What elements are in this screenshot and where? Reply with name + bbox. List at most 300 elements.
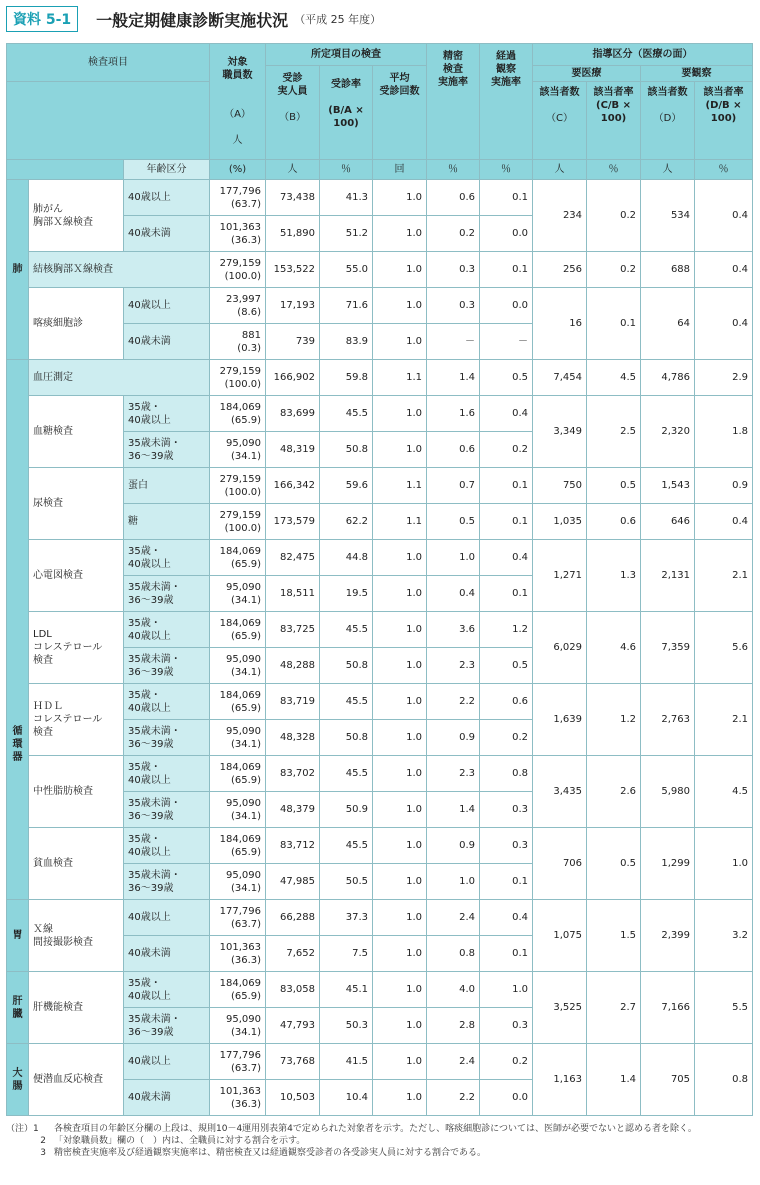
age-label: 35歳未満・ 36～39歳 bbox=[124, 792, 210, 828]
cell-dr: 3.2 bbox=[695, 900, 753, 972]
cell-keika: 0.6 bbox=[480, 684, 533, 720]
cell-keika: 0.2 bbox=[480, 432, 533, 468]
unit-b: 人 bbox=[266, 160, 320, 180]
cell-a: 184,069 (65.9) bbox=[210, 540, 266, 576]
item-kan: 肝機能検査 bbox=[29, 972, 124, 1044]
cell-seimitsu: 0.9 bbox=[427, 720, 480, 756]
cell-c: 1,639 bbox=[533, 684, 587, 756]
category-kanzo: 肝 臓 bbox=[7, 972, 29, 1044]
cell-d: 7,359 bbox=[641, 612, 695, 684]
cell-seimitsu: 1.0 bbox=[427, 540, 480, 576]
cell-c: 1,271 bbox=[533, 540, 587, 612]
table-row bbox=[7, 396, 753, 432]
cell-seimitsu: 2.4 bbox=[427, 1044, 480, 1080]
cell-b: 7,652 bbox=[266, 936, 320, 972]
cell-dr: 5.6 bbox=[695, 612, 753, 684]
cell-seimitsu: 0.8 bbox=[427, 936, 480, 972]
cell-seimitsu: 0.5 bbox=[427, 504, 480, 540]
cell-a: 177,796 (63.7) bbox=[210, 180, 266, 216]
age-label: 40歳未満 bbox=[124, 936, 210, 972]
footnote-mark: 2 bbox=[40, 1136, 46, 1146]
cell-heikin: 1.0 bbox=[373, 216, 427, 252]
health-check-table bbox=[6, 43, 753, 1116]
header-d: 該当者数 （D） bbox=[641, 82, 695, 160]
header-c: 該当者数 （C） bbox=[533, 82, 587, 160]
cell-ritsu: 50.9 bbox=[320, 792, 373, 828]
cell-b: 47,793 bbox=[266, 1008, 320, 1044]
cell-seimitsu: 0.2 bbox=[427, 216, 480, 252]
cell-heikin: 1.0 bbox=[373, 684, 427, 720]
cell-seimitsu: 2.4 bbox=[427, 900, 480, 936]
cell-b: 83,702 bbox=[266, 756, 320, 792]
cell-d: 2,399 bbox=[641, 900, 695, 972]
cell-c: 1,075 bbox=[533, 900, 587, 972]
cell-a: 184,069 (65.9) bbox=[210, 396, 266, 432]
item-kakutan: 喀痰細胞診 bbox=[29, 288, 124, 360]
unit-heikin: 回 bbox=[373, 160, 427, 180]
cell-keika: 0.0 bbox=[480, 1080, 533, 1116]
header-ritsu: 受診率 (B/A × 100) bbox=[320, 66, 373, 160]
cell-keika: 0.1 bbox=[480, 504, 533, 540]
cell-a: 95,090 (34.1) bbox=[210, 864, 266, 900]
table-row bbox=[7, 1044, 753, 1080]
header-jushin: 受診 実人員 （B） bbox=[266, 66, 320, 160]
cell-ritsu: 19.5 bbox=[320, 576, 373, 612]
item-kekkaku: 結核胸部Ｘ線検査 bbox=[29, 252, 210, 288]
age-label: 35歳・ 40歳以上 bbox=[124, 612, 210, 648]
cell-heikin: 1.1 bbox=[373, 468, 427, 504]
cell-cr: 4.6 bbox=[587, 612, 641, 684]
cell-seimitsu: 0.3 bbox=[427, 288, 480, 324]
cell-d: 7,166 bbox=[641, 972, 695, 1044]
cell-seimitsu: 1.0 bbox=[427, 864, 480, 900]
age-label: 35歳・ 40歳以上 bbox=[124, 972, 210, 1008]
age-label: 40歳以上 bbox=[124, 900, 210, 936]
cell-seimitsu: － bbox=[427, 324, 480, 360]
cell-dr: 0.4 bbox=[695, 504, 753, 540]
cell-ritsu: 50.3 bbox=[320, 1008, 373, 1044]
age-label: 35歳未満・ 36～39歳 bbox=[124, 1008, 210, 1044]
cell-a: 95,090 (34.1) bbox=[210, 792, 266, 828]
cell-keika: 0.8 bbox=[480, 756, 533, 792]
cell-cr: 0.1 bbox=[587, 288, 641, 360]
cell-b: 83,699 bbox=[266, 396, 320, 432]
table-row bbox=[7, 252, 753, 288]
cell-cr: 2.7 bbox=[587, 972, 641, 1044]
cell-dr: 0.8 bbox=[695, 1044, 753, 1116]
cell-seimitsu: 0.9 bbox=[427, 828, 480, 864]
cell-heikin: 1.0 bbox=[373, 1080, 427, 1116]
header-kensa-spacer bbox=[7, 82, 210, 160]
cell-b: 48,319 bbox=[266, 432, 320, 468]
header-blank bbox=[7, 160, 124, 180]
unit-ritsu: ％ bbox=[320, 160, 373, 180]
header-yokansatsu: 要観察 bbox=[641, 66, 753, 82]
cell-a: 184,069 (65.9) bbox=[210, 612, 266, 648]
cell-keika: 0.1 bbox=[480, 864, 533, 900]
cell-seimitsu: 2.2 bbox=[427, 684, 480, 720]
cell-keika: 0.4 bbox=[480, 900, 533, 936]
cell-a: 101,363 (36.3) bbox=[210, 1080, 266, 1116]
cell-c: 16 bbox=[533, 288, 587, 360]
cell-heikin: 1.0 bbox=[373, 936, 427, 972]
material-badge: 資料 5-1 bbox=[6, 6, 78, 32]
age-label: 35歳未満・ 36～39歳 bbox=[124, 648, 210, 684]
cell-ritsu: 55.0 bbox=[320, 252, 373, 288]
item-ben: 便潜血反応検査 bbox=[29, 1044, 124, 1116]
cell-ritsu: 7.5 bbox=[320, 936, 373, 972]
cell-c: 256 bbox=[533, 252, 587, 288]
item-nyo: 尿検査 bbox=[29, 468, 124, 540]
unit-c: 人 bbox=[533, 160, 587, 180]
cell-cr: 1.5 bbox=[587, 900, 641, 972]
item-chusei: 中性脂肪検査 bbox=[29, 756, 124, 828]
cell-keika: 1.0 bbox=[480, 972, 533, 1008]
cell-ritsu: 45.5 bbox=[320, 684, 373, 720]
item-ix: Ｘ線 間接撮影検査 bbox=[29, 900, 124, 972]
cell-d: 1,543 bbox=[641, 468, 695, 504]
cell-b: 48,379 bbox=[266, 792, 320, 828]
footnotes bbox=[6, 1123, 752, 1159]
cell-cr: 1.3 bbox=[587, 540, 641, 612]
cell-c: 1,163 bbox=[533, 1044, 587, 1116]
cell-seimitsu: 1.4 bbox=[427, 360, 480, 396]
cell-dr: 0.9 bbox=[695, 468, 753, 504]
cell-cr: 1.4 bbox=[587, 1044, 641, 1116]
cell-b: 83,712 bbox=[266, 828, 320, 864]
cell-ritsu: 41.5 bbox=[320, 1044, 373, 1080]
fiscal-year: （平成 25 年度） bbox=[294, 13, 382, 26]
cell-keika: 0.1 bbox=[480, 252, 533, 288]
age-label: 40歳未満 bbox=[124, 216, 210, 252]
cell-cr: 4.5 bbox=[587, 360, 641, 396]
cell-c: 6,029 bbox=[533, 612, 587, 684]
cell-cr: 1.2 bbox=[587, 684, 641, 756]
cell-dr: 4.5 bbox=[695, 756, 753, 828]
cell-heikin: 1.0 bbox=[373, 288, 427, 324]
cell-b: 51,890 bbox=[266, 216, 320, 252]
cell-heikin: 1.0 bbox=[373, 756, 427, 792]
cell-a: 95,090 (34.1) bbox=[210, 432, 266, 468]
cell-d: 4,786 bbox=[641, 360, 695, 396]
cell-b: 83,725 bbox=[266, 612, 320, 648]
cell-keika: 0.3 bbox=[480, 1008, 533, 1044]
footnote-text: 「対象職員数」欄の（ ）内は、全職員に対する割合を示す。 bbox=[54, 1136, 306, 1146]
cell-keika: 0.4 bbox=[480, 540, 533, 576]
age-label: 35歳未満・ 36～39歳 bbox=[124, 720, 210, 756]
item-kettou: 血糖検査 bbox=[29, 396, 124, 468]
age-label: 蛋白 bbox=[124, 468, 210, 504]
cell-keika: 0.3 bbox=[480, 828, 533, 864]
age-label: 40歳以上 bbox=[124, 288, 210, 324]
cell-ritsu: 71.6 bbox=[320, 288, 373, 324]
cell-keika: 0.1 bbox=[480, 576, 533, 612]
cell-a: 279,159 (100.0) bbox=[210, 252, 266, 288]
item-hdl: ＨＤＬ コレステロール 検査 bbox=[29, 684, 124, 756]
cell-d: 2,320 bbox=[641, 396, 695, 468]
header-yoiryo: 要医療 bbox=[533, 66, 641, 82]
footnote-text: 各検査項目の年齢区分欄の上段は、規則10－4運用別表第4で定められた対象者を示す。ただし、喀痰細胞診については、医師が必要でないと認める者を除く。 bbox=[54, 1124, 697, 1134]
header-taisho: 対象 職員数 （A） 人 bbox=[210, 44, 266, 160]
header-kensa: 検査項目 bbox=[7, 44, 210, 82]
cell-seimitsu: 0.7 bbox=[427, 468, 480, 504]
cell-a: 279,159 (100.0) bbox=[210, 468, 266, 504]
cell-dr: 2.1 bbox=[695, 540, 753, 612]
cell-heikin: 1.0 bbox=[373, 612, 427, 648]
cell-ritsu: 62.2 bbox=[320, 504, 373, 540]
cell-keika: 0.5 bbox=[480, 648, 533, 684]
cell-ritsu: 45.5 bbox=[320, 828, 373, 864]
cell-b: 48,288 bbox=[266, 648, 320, 684]
cell-keika: 0.2 bbox=[480, 720, 533, 756]
age-label: 35歳未満・ 36～39歳 bbox=[124, 432, 210, 468]
header-seimitsu: 精密 検査 実施率 bbox=[427, 44, 480, 160]
cell-ritsu: 45.5 bbox=[320, 396, 373, 432]
cell-a: 95,090 (34.1) bbox=[210, 648, 266, 684]
unit-cr: ％ bbox=[587, 160, 641, 180]
cell-d: 646 bbox=[641, 504, 695, 540]
cell-c: 7,454 bbox=[533, 360, 587, 396]
cell-dr: 5.5 bbox=[695, 972, 753, 1044]
age-label: 40歳以上 bbox=[124, 180, 210, 216]
age-label: 40歳未満 bbox=[124, 324, 210, 360]
cell-b: 739 bbox=[266, 324, 320, 360]
cell-heikin: 1.0 bbox=[373, 180, 427, 216]
cell-ritsu: 83.9 bbox=[320, 324, 373, 360]
age-label: 35歳・ 40歳以上 bbox=[124, 396, 210, 432]
cell-a: 95,090 (34.1) bbox=[210, 720, 266, 756]
cell-cr: 0.2 bbox=[587, 252, 641, 288]
table-row bbox=[7, 612, 753, 648]
cell-d: 64 bbox=[641, 288, 695, 360]
unit-dr: ％ bbox=[695, 160, 753, 180]
cell-seimitsu: 0.6 bbox=[427, 180, 480, 216]
cell-keika: 0.4 bbox=[480, 396, 533, 432]
cell-b: 48,328 bbox=[266, 720, 320, 756]
header-cb: 該当者率 (C/B × 100) bbox=[587, 82, 641, 160]
cell-dr: 0.4 bbox=[695, 252, 753, 288]
cell-cr: 0.6 bbox=[587, 504, 641, 540]
cell-keika: 0.3 bbox=[480, 792, 533, 828]
cell-seimitsu: 1.6 bbox=[427, 396, 480, 432]
cell-b: 153,522 bbox=[266, 252, 320, 288]
cell-keika: 0.0 bbox=[480, 216, 533, 252]
cell-ritsu: 50.8 bbox=[320, 720, 373, 756]
cell-heikin: 1.0 bbox=[373, 1008, 427, 1044]
cell-b: 17,193 bbox=[266, 288, 320, 324]
category-daicho: 大 腸 bbox=[7, 1044, 29, 1116]
cell-cr: 2.6 bbox=[587, 756, 641, 828]
item-haigan: 肺がん 胸部Ｘ線検査 bbox=[29, 180, 124, 252]
cell-cr: 2.5 bbox=[587, 396, 641, 468]
cell-dr: 1.8 bbox=[695, 396, 753, 468]
cell-a: 101,363 (36.3) bbox=[210, 936, 266, 972]
age-label: 35歳未満・ 36～39歳 bbox=[124, 576, 210, 612]
cell-heikin: 1.0 bbox=[373, 324, 427, 360]
cell-ritsu: 10.4 bbox=[320, 1080, 373, 1116]
item-ldl: LDL コレステロール 検査 bbox=[29, 612, 124, 684]
footnote-2 bbox=[6, 1135, 752, 1147]
category-i: 胃 bbox=[7, 900, 29, 972]
cell-keika: 1.2 bbox=[480, 612, 533, 648]
table-row bbox=[7, 360, 753, 396]
cell-heikin: 1.0 bbox=[373, 432, 427, 468]
cell-ritsu: 59.6 bbox=[320, 468, 373, 504]
table-row bbox=[7, 288, 753, 324]
cell-seimitsu: 0.4 bbox=[427, 576, 480, 612]
cell-c: 3,435 bbox=[533, 756, 587, 828]
cell-a: 177,796 (63.7) bbox=[210, 900, 266, 936]
cell-b: 82,475 bbox=[266, 540, 320, 576]
cell-dr: 2.1 bbox=[695, 684, 753, 756]
cell-heikin: 1.0 bbox=[373, 972, 427, 1008]
cell-a: 279,159 (100.0) bbox=[210, 504, 266, 540]
cell-c: 750 bbox=[533, 468, 587, 504]
cell-ritsu: 45.1 bbox=[320, 972, 373, 1008]
age-label: 35歳・ 40歳以上 bbox=[124, 756, 210, 792]
cell-heikin: 1.0 bbox=[373, 396, 427, 432]
cell-seimitsu: 3.6 bbox=[427, 612, 480, 648]
item-ketsuatsu: 血圧測定 bbox=[29, 360, 210, 396]
age-label: 35歳未満・ 36～39歳 bbox=[124, 864, 210, 900]
footnote-1 bbox=[6, 1123, 752, 1135]
cell-ritsu: 50.8 bbox=[320, 648, 373, 684]
header-heikin: 平均 受診回数 bbox=[373, 66, 427, 160]
footnote-text: 精密検査実施率及び経過観察実施率は、精密検査又は経過観察受診者の各受診実人員に対する割合である。 bbox=[54, 1148, 487, 1158]
cell-b: 66,288 bbox=[266, 900, 320, 936]
cell-ritsu: 45.5 bbox=[320, 612, 373, 648]
cell-a: 177,796 (63.7) bbox=[210, 1044, 266, 1080]
title-row bbox=[6, 4, 381, 34]
cell-b: 173,579 bbox=[266, 504, 320, 540]
cell-seimitsu: 2.8 bbox=[427, 1008, 480, 1044]
table-row bbox=[7, 180, 753, 216]
header-shido: 指導区分（医療の面） bbox=[533, 44, 753, 66]
cell-cr: 0.2 bbox=[587, 180, 641, 252]
cell-a: 184,069 (65.9) bbox=[210, 828, 266, 864]
header-db: 該当者率 (D/B × 100) bbox=[695, 82, 753, 160]
cell-d: 1,299 bbox=[641, 828, 695, 900]
cell-ritsu: 59.8 bbox=[320, 360, 373, 396]
cell-keika: 0.1 bbox=[480, 468, 533, 504]
cell-heikin: 1.0 bbox=[373, 828, 427, 864]
table-row bbox=[7, 900, 753, 936]
item-shinden: 心電図検査 bbox=[29, 540, 124, 612]
cell-seimitsu: 1.4 bbox=[427, 792, 480, 828]
item-hinketsu: 貧血検査 bbox=[29, 828, 124, 900]
cell-b: 83,719 bbox=[266, 684, 320, 720]
cell-keika: 0.0 bbox=[480, 288, 533, 324]
cell-keika: 0.1 bbox=[480, 180, 533, 216]
unit-seimitsu: ％ bbox=[427, 160, 480, 180]
cell-b: 73,438 bbox=[266, 180, 320, 216]
cell-b: 73,768 bbox=[266, 1044, 320, 1080]
cell-heikin: 1.0 bbox=[373, 792, 427, 828]
cell-seimitsu: 2.3 bbox=[427, 756, 480, 792]
cell-a: 23,997 (8.6) bbox=[210, 288, 266, 324]
cell-keika: 0.2 bbox=[480, 1044, 533, 1080]
cell-c: 706 bbox=[533, 828, 587, 900]
cell-d: 705 bbox=[641, 1044, 695, 1116]
unit-keika: ％ bbox=[480, 160, 533, 180]
cell-a: 184,069 (65.9) bbox=[210, 972, 266, 1008]
page-title: 一般定期健康診断実施状況 bbox=[96, 10, 289, 30]
cell-ritsu: 37.3 bbox=[320, 900, 373, 936]
cell-seimitsu: 0.3 bbox=[427, 252, 480, 288]
cell-cr: 0.5 bbox=[587, 828, 641, 900]
cell-b: 10,503 bbox=[266, 1080, 320, 1116]
cell-b: 47,985 bbox=[266, 864, 320, 900]
age-label: 40歳以上 bbox=[124, 1044, 210, 1080]
cell-heikin: 1.0 bbox=[373, 864, 427, 900]
cell-b: 166,342 bbox=[266, 468, 320, 504]
cell-ritsu: 41.3 bbox=[320, 180, 373, 216]
cell-d: 688 bbox=[641, 252, 695, 288]
cell-ritsu: 50.5 bbox=[320, 864, 373, 900]
footnote-mark: （注）1 bbox=[6, 1124, 39, 1134]
cell-seimitsu: 4.0 bbox=[427, 972, 480, 1008]
cell-heikin: 1.0 bbox=[373, 576, 427, 612]
category-hai: 肺 bbox=[7, 180, 29, 360]
age-label: 40歳未満 bbox=[124, 1080, 210, 1116]
cell-ritsu: 51.2 bbox=[320, 216, 373, 252]
cell-ritsu: 44.8 bbox=[320, 540, 373, 576]
header-shotei: 所定項目の検査 bbox=[266, 44, 427, 66]
cell-dr: 0.4 bbox=[695, 288, 753, 360]
cell-keika: 0.1 bbox=[480, 936, 533, 972]
cell-heikin: 1.0 bbox=[373, 1044, 427, 1080]
cell-a: 279,159 (100.0) bbox=[210, 360, 266, 396]
table-row bbox=[7, 468, 753, 504]
cell-b: 83,058 bbox=[266, 972, 320, 1008]
header-nenrei: 年齢区分 bbox=[124, 160, 210, 180]
cell-heikin: 1.0 bbox=[373, 900, 427, 936]
cell-keika: 0.5 bbox=[480, 360, 533, 396]
cell-d: 5,980 bbox=[641, 756, 695, 828]
cell-seimitsu: 2.3 bbox=[427, 648, 480, 684]
cell-dr: 0.4 bbox=[695, 180, 753, 252]
cell-a: 101,363 (36.3) bbox=[210, 216, 266, 252]
header-keika: 経過 観察 実施率 bbox=[480, 44, 533, 160]
cell-heikin: 1.1 bbox=[373, 360, 427, 396]
cell-d: 2,763 bbox=[641, 684, 695, 756]
age-label: 35歳・ 40歳以上 bbox=[124, 540, 210, 576]
cell-heikin: 1.0 bbox=[373, 648, 427, 684]
age-label: 35歳・ 40歳以上 bbox=[124, 828, 210, 864]
cell-d: 2,131 bbox=[641, 540, 695, 612]
cell-c: 234 bbox=[533, 180, 587, 252]
age-label: 35歳・ 40歳以上 bbox=[124, 684, 210, 720]
table-row bbox=[7, 828, 753, 864]
age-label: 糖 bbox=[124, 504, 210, 540]
table-row bbox=[7, 756, 753, 792]
cell-heikin: 1.1 bbox=[373, 504, 427, 540]
cell-b: 166,902 bbox=[266, 360, 320, 396]
cell-dr: 1.0 bbox=[695, 828, 753, 900]
unit-d: 人 bbox=[641, 160, 695, 180]
cell-a: 184,069 (65.9) bbox=[210, 684, 266, 720]
footnote-mark: 3 bbox=[40, 1148, 46, 1158]
cell-seimitsu: 2.2 bbox=[427, 1080, 480, 1116]
cell-heikin: 1.0 bbox=[373, 720, 427, 756]
table-row bbox=[7, 540, 753, 576]
cell-c: 1,035 bbox=[533, 504, 587, 540]
table-row bbox=[7, 684, 753, 720]
cell-c: 3,525 bbox=[533, 972, 587, 1044]
cell-heikin: 1.0 bbox=[373, 252, 427, 288]
cell-c: 3,349 bbox=[533, 396, 587, 468]
cell-a: 881 (0.3) bbox=[210, 324, 266, 360]
